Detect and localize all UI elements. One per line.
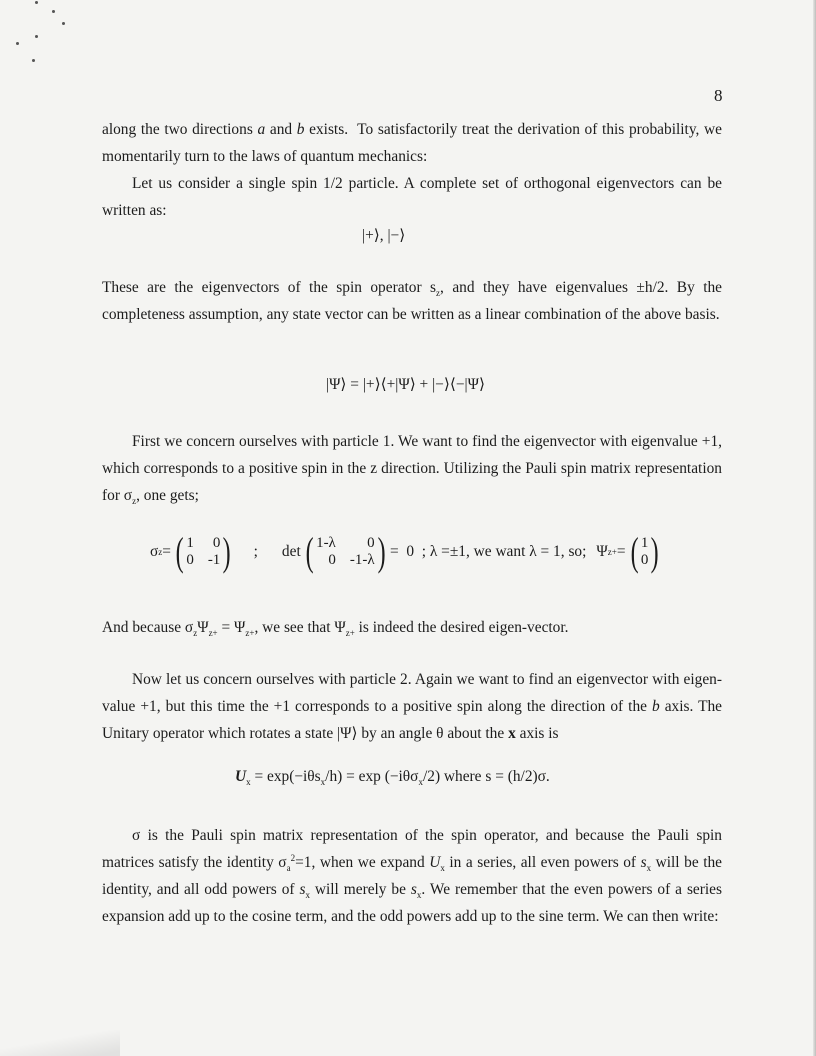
subscript: a [286, 863, 291, 874]
text: is indeed the desired eigen-vector. [354, 619, 569, 636]
right-paren: ) [222, 529, 231, 574]
psi-vector [628, 529, 662, 574]
sigma-z-matrix [173, 529, 234, 574]
matrix-cell: 1-λ [316, 535, 336, 551]
right-paren: ) [651, 529, 660, 574]
paragraph-spin-half: Let us consider a single spin 1/2 particle. A complete set of orthogonal eigenvectors can be written as: [102, 175, 722, 219]
equation-unitary [235, 768, 550, 786]
vector-cell: 1 [640, 535, 649, 551]
s-symbol: s [640, 854, 647, 871]
scan-speck [62, 22, 65, 25]
left-paren: ( [175, 529, 184, 574]
subscript: x [416, 890, 422, 901]
italic-b: b [296, 121, 305, 138]
matrix-grid [186, 535, 220, 569]
U-symbol: U [429, 854, 441, 871]
subscript: z+ [345, 628, 355, 639]
page-number: 8 [714, 86, 723, 105]
scan-speck [16, 42, 19, 45]
scan-speck [35, 35, 38, 38]
text: First we concern ourselves with particle 1. We want to find the eigenvector with eigenvalue +1, which corresponds to a positive spin in the z direction. Utilizing the Pauli spin matrix representation for σ [102, 433, 722, 504]
subscript: x [418, 777, 423, 788]
text: =1, when we expand [295, 854, 430, 871]
semicolon: ; [253, 543, 258, 560]
matrix-cell: -1 [207, 552, 221, 568]
sigma-symbol: σ [150, 543, 159, 560]
det-matrix [303, 529, 388, 574]
scan-speck [52, 10, 55, 13]
text: will merely be [309, 881, 411, 898]
paragraph-pauli-series [102, 822, 722, 930]
text: in a series, all even powers of [444, 854, 641, 871]
psi-symbol: Ψ [596, 543, 608, 560]
U-symbol: U [235, 768, 247, 785]
matrix-cell: 0 [212, 535, 221, 551]
text: , and they have eigenvalues ±h/2. By the completeness assumption, any state vector can be written as a linear combination of the above basis. [102, 279, 722, 323]
subscript: x [320, 777, 326, 788]
equation-expansion: |Ψ⟩ = |+⟩⟨+|Ψ⟩ + |−⟩⟨−|Ψ⟩ [326, 376, 485, 393]
right-paren: ) [377, 529, 386, 574]
matrix-cell: 0 [186, 552, 194, 568]
paragraph-eigenvectors [102, 274, 722, 328]
equation-sigma-z: σ z = ( 1 0 0 -1 ) ; det ( 1-λ 0 0 -1-λ ) = 0 ; λ =±1, we want λ = 1, so; Ψ z+ = ( 1 0 ) [150, 532, 664, 572]
text: = Ψ [217, 619, 246, 636]
subscript: x [246, 777, 251, 788]
subscript: x [440, 863, 445, 874]
page-corner-fold [0, 1030, 120, 1056]
text: by an angle θ about the [357, 725, 509, 742]
paragraph-particle-2 [102, 666, 722, 747]
left-paren: ( [630, 529, 639, 574]
subscript: z [193, 628, 198, 639]
text: will be the identity, and all odd powers of [102, 854, 722, 898]
vector-cell: 0 [640, 552, 649, 568]
equation-basis: |+⟩, |−⟩ [362, 227, 406, 244]
italic-b: b [652, 698, 660, 715]
paragraph-particle-1 [102, 428, 722, 509]
matrix-cell: 0 [328, 552, 336, 568]
superscript: 2 [290, 852, 296, 863]
text: Ψ [197, 619, 209, 636]
scan-speck [35, 1, 38, 4]
text: And because σ [102, 619, 194, 636]
italic-a: a [257, 121, 266, 138]
s-symbol: s [410, 881, 417, 898]
det-label: det [281, 543, 301, 560]
s-symbol: s [299, 881, 306, 898]
equals-sign: = [616, 543, 626, 560]
text: , we see that Ψ [254, 619, 346, 636]
text: /h) = exp (−iθσ [325, 768, 419, 785]
vector-grid [641, 535, 649, 569]
equals-sign: = [162, 543, 171, 560]
text: , one gets; [136, 487, 199, 504]
paragraph-eigenvector-check [102, 614, 722, 641]
text: axis. The Unitary operator which rotates a state [102, 698, 723, 742]
text: = exp(−iθs [250, 768, 321, 785]
bold-x: x [508, 725, 516, 742]
subscript: x [646, 863, 652, 874]
matrix-cell: -1-λ [349, 552, 375, 568]
text: These are the eigenvectors of the spin operator s [102, 279, 437, 296]
text: σ is the Pauli spin matrix representation of the spin operator, and because the Pauli spin matrices satisfy the identity σ [102, 827, 722, 871]
matrix-cell: 0 [367, 535, 375, 551]
subscript: z [132, 496, 137, 507]
scan-speck [32, 59, 35, 62]
text: . We remember that the even powers of a series expansion add up to the cosine term, and the odd powers add up to the sine term. We can then write: [102, 881, 722, 925]
det-result: = 0 ; λ =±1, we want λ = 1, so; [389, 543, 587, 560]
matrix-cell: 1 [186, 535, 194, 551]
subscript: x [305, 890, 310, 901]
paragraph-intro: along the two directions a and b exists. To satisfactorily treat the derivation of this probability, we momentarily turn to the laws of quantum mechanics: [102, 121, 722, 165]
text: /2) where s = (h/2)σ. [422, 768, 550, 785]
ket-psi: |Ψ⟩ [337, 725, 358, 742]
subscript: z+ [245, 628, 255, 639]
text: axis is [515, 725, 559, 742]
text: Now let us concern ourselves with particle 2. Again we want to find an eigenvector with eigen-value +1, but this time the +1 corresponds to a positive spin along the direction of the [102, 671, 722, 715]
subscript: z [436, 288, 441, 299]
matrix-grid [316, 535, 375, 569]
subscript: z+ [208, 628, 218, 639]
left-paren: ( [305, 529, 314, 574]
